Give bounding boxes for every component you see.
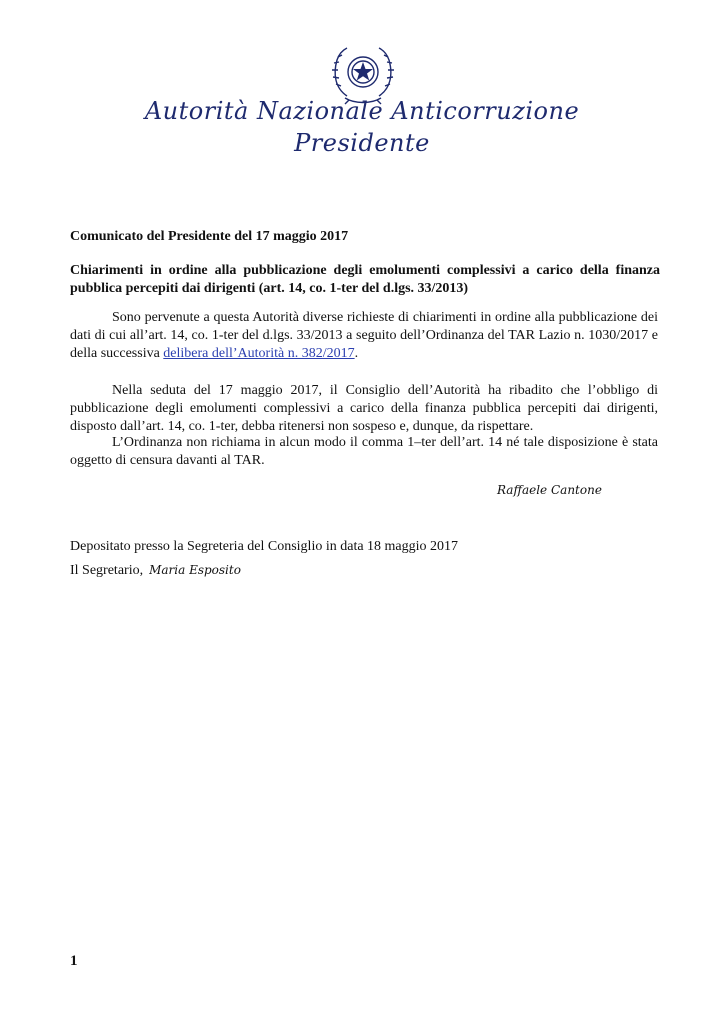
document-subject: Chiarimenti in ordine alla pubblicazione degli emolumenti complessivi a carico della finanza pubblica percepiti dai dirigenti (art. 14, co. 1-ter del d.lgs. 33/2013)	[70, 263, 660, 296]
secretary-label: Il Segretario,	[70, 563, 144, 578]
header-organization-name: Autorità Nazionale Anticorruzione	[144, 97, 580, 125]
paragraph-2: Nella seduta del 17 maggio 2017, il Consiglio dell’Autorità ha ribadito che l’obbligo di pubblicazione degli emolumenti complessivi a carico della finanza pubblica percepiti dai dirigenti, disposto dall’art. 14, co. 1-ter, debba ritenersi non sospeso e, dunque, da rispettare.	[70, 383, 658, 434]
paragraph-1	[70, 309, 658, 363]
secretary-line	[70, 561, 241, 580]
secretary-signature: Maria Esposito	[149, 563, 241, 577]
president-signature: Raffaele Cantone	[497, 483, 602, 497]
paragraph-1-text: Sono pervenute a questa Autorità diverse richieste di chiarimenti in ordine alla pubblicazione dei dati di cui all’art. 14, co. 1-ter del d.lgs. 33/2013 a seguito dell’Ordinanza del TAR Lazio n. 1030/2017 e della successiva	[70, 310, 658, 361]
comunicato-title: Comunicato del Presidente del 17 maggio 2017	[70, 229, 349, 244]
header-role: Presidente	[294, 129, 430, 157]
paragraph-1-end: .	[354, 346, 359, 361]
page-number: 1	[70, 953, 78, 969]
delibera-link[interactable]: delibera dell’Autorità n. 382/2017	[163, 346, 355, 361]
paragraph-3: L’Ordinanza non richiama in alcun modo il comma 1–ter dell’art. 14 né tale disposizione è stata oggetto di censura davanti al TAR.	[70, 435, 658, 468]
deposit-note: Depositato presso la Segreteria del Consiglio in data 18 maggio 2017	[70, 539, 459, 554]
